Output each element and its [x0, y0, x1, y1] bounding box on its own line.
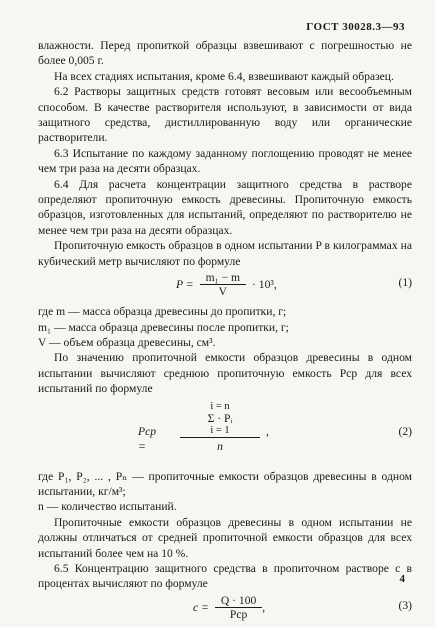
formula-1-number: (1)	[398, 276, 412, 290]
formula-3-comma: ,	[262, 600, 266, 614]
document-body	[38, 38, 412, 627]
formula-1-legend	[38, 304, 412, 350]
formula-2-sum	[180, 401, 260, 436]
formula-3	[38, 594, 412, 624]
legend-m1: m₁ — масса образца древесины после пропитки, г;	[38, 320, 289, 334]
formula-2-upper-limit: i = n	[210, 400, 230, 412]
formula-2-summand: Σ · Pᵢ	[207, 411, 233, 425]
formula-1-factor: · 10³,	[252, 277, 277, 291]
formula-1-numerator: m₁ − m	[200, 271, 246, 285]
paragraph-average-capacity: По значению пропиточной емкости образцов древесины в одном испытании вычисляют среднюю пропиточную емкость Pср для всех испытаний по формуле	[38, 351, 412, 396]
legend-p-values: где P₁, P₂, ... , Pₙ — пропиточные емкости образцов древесины в одном испытании, кг/м³;	[38, 469, 412, 498]
formula-3-number: (3)	[398, 598, 412, 612]
formula-1-fraction	[200, 271, 246, 298]
legend-n: n — количество испытаний.	[38, 500, 177, 514]
formula-3-lhs: c =	[193, 600, 209, 614]
paragraph-6-5: 6.5 Концентрацию защитного средства в пропиточном растворе c в процентах вычисляют по формуле	[38, 561, 412, 591]
formula-2-fraction-bar	[180, 437, 260, 438]
formula-1	[38, 271, 412, 301]
formula-2-denominator: n	[217, 439, 223, 453]
paragraph-6-4: 6.4 Для расчета концентрации защитного средства в растворе определяют пропиточную емкость древесины. Пропиточную емкость образцов, изготовленных для испытаний, определяют по растворителю не менее чем три раза на десяти образцах.	[38, 177, 412, 237]
formula-3-denominator: Pср	[229, 607, 248, 621]
paragraph-6-2: 6.2 Растворы защитных средств готовят весовым или весообъемным способом. В качестве растворителя используют, в зависимости от вида защитного средства, дистиллированную воду или органические растворители.	[38, 85, 412, 145]
paragraph-weighing-stages: На всех стадиях испытания, кроме 6.4, взвешивают каждый образец.	[54, 69, 394, 83]
formula-2	[38, 401, 412, 465]
formula-2-lhs: Pср =	[138, 424, 157, 453]
legend-m: где m — масса образца древесины до пропитки, г;	[38, 305, 287, 319]
formula-2-comma: ,	[266, 424, 269, 438]
page-number: 4	[399, 572, 405, 585]
paragraph-deviation-limit: Пропиточные емкости образцов древесины в одном испытании не должны отличаться от средней пропиточной емкости образцов для всех испытаний более чем на 10 %.	[38, 515, 412, 560]
legend-v: V — объем образца древесины, см³.	[38, 335, 216, 349]
formula-1-denominator: V	[218, 285, 227, 299]
formula-3-fraction	[215, 594, 262, 621]
formula-1-lhs: P =	[176, 277, 194, 291]
paragraph-6-3: 6.3 Испытание по каждому заданному поглощению проводят не менее чем три раза на десяти образцах.	[38, 146, 412, 176]
paragraph-capacity-intro: Пропиточную емкость образцов в одном испытании P в килограммах на кубический метр вычисляют по формуле	[38, 239, 412, 268]
formula-3-numerator: Q · 100	[215, 594, 262, 608]
standard-header: ГОСТ 30028.3—93	[306, 21, 405, 33]
formula-2-number: (2)	[398, 424, 412, 438]
formula-2-legend	[38, 469, 412, 515]
formula-2-lower-limit: i = 1	[210, 424, 230, 436]
paragraph-weighing-precision: влажности. Перед пропиткой образцы взвешивают с погрешностью не более 0,005 г.	[38, 39, 412, 68]
